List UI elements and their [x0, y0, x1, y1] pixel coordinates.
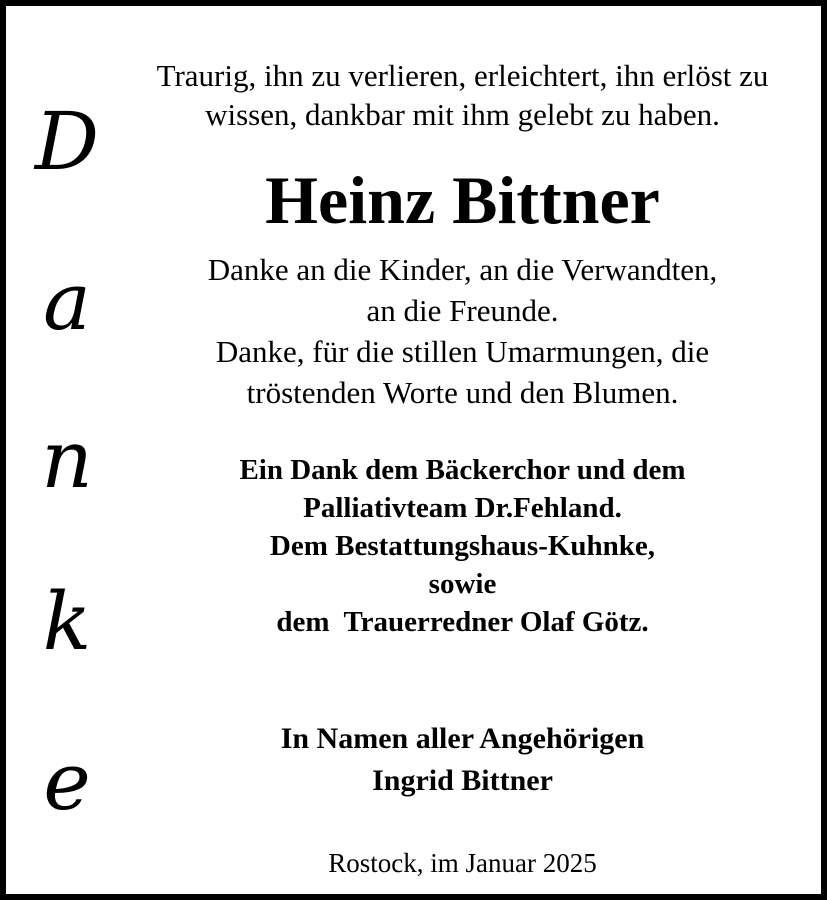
thanks-line: an die Freunde.	[366, 293, 559, 328]
intro-line: Traurig, ihn zu verlieren, erleichtert, ihn erlöst zu	[156, 58, 769, 93]
side-letter-d: D	[34, 95, 100, 188]
special-thanks-line: Dem Bestattungshaus-Kuhnke,	[269, 530, 656, 562]
side-letter-e: e	[43, 735, 91, 828]
side-letter-k: k	[42, 575, 92, 668]
thanks-line: Danke an die Kinder, an die Verwandten,	[207, 252, 718, 287]
special-thanks-line: Palliativteam Dr.Fehland.	[303, 492, 622, 524]
signoff	[110, 718, 815, 802]
special-thanks-line: Ein Dank dem Bäckerchor und dem	[239, 454, 686, 486]
side-letter-n: n	[41, 413, 93, 506]
intro-text	[110, 56, 815, 134]
thanks-line: tröstenden Worte und den Blumen.	[246, 375, 679, 410]
place-date: Rostock, im Januar 2025	[328, 848, 597, 878]
thanks-text	[110, 249, 815, 413]
special-thanks-line: dem Trauerredner Olaf Götz.	[276, 606, 649, 638]
signoff-line: In Namen aller Angehörigen	[280, 722, 645, 755]
side-letter-a: a	[43, 255, 91, 348]
intro-line: wissen, dankbar mit ihm gelebt zu haben.	[205, 97, 720, 132]
special-thanks-line: sowie	[428, 568, 497, 600]
deceased-name: Heinz Bittner	[265, 162, 660, 238]
thanks-line: Danke, für die stillen Umarmungen, die	[215, 334, 710, 369]
special-thanks-text	[110, 451, 815, 641]
signoff-signature: Ingrid Bittner	[372, 764, 553, 797]
